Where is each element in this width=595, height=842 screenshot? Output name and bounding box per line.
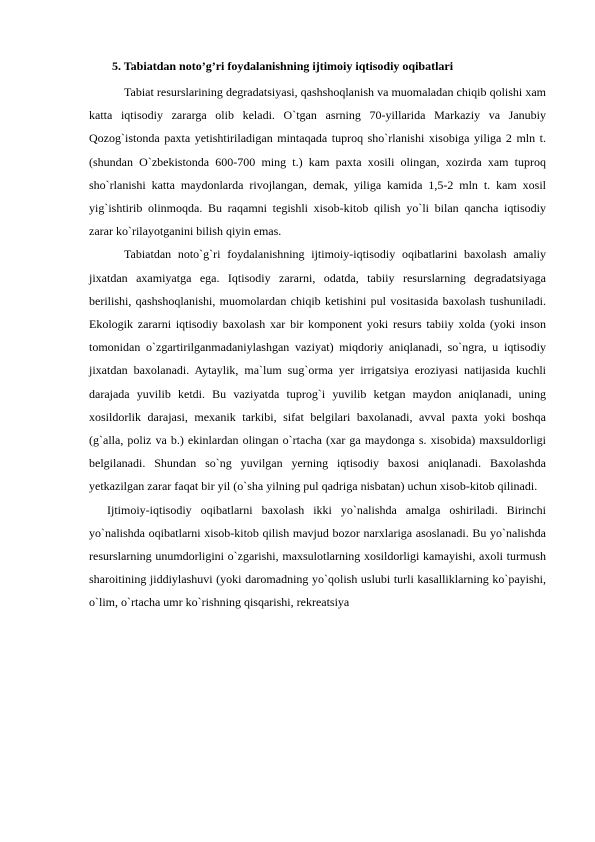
paragraph-1: Tabiat resurslarining degradatsiyasi, qashshoqlanish va muomaladan chiqib qolishi xam katta iqtisodiy zararga olib keladi. O`tgan asrning 70-yillarida Markaziy va Janubiy Qozog`istonda paxta yetishtiriladigan mintaqada tuproq sho`rlanishi xisobiga yiliga 2 mln t. (shundan O`zbekistonda 600-700 ming t.) kam paxta xosili olingan, xozirda xam tuproq sho`rlanishi katta maydonlarda rivojlangan, demak, yiliga kamida 1,5-2 mln t. kam xosil yig`ishtirib olinmoqda. Bu raqamni tegishli xisob-kitob qilish yo`li bilan qancha iqtisodiy zarar ko`rilayotganini bilish qiyin emas. [89, 85, 546, 239]
paragraph-3: Ijtimoiy-iqtisodiy oqibatlarni baxolash ikki yo`nalishda amalga oshiriladi. Birinchi yo`nalishda oqibatlarni xisob-kitob qilish mavjud bozor narxlariga asoslanadi. Bu yo`nalishda resurslarning unumdorligini o`zgarishi, maxsulotlarning xosildorligi kamayishi, axoli turmush sharoitining jiddiylashuvi (yoki daromadning yo`qolish uslubi turli kasalliklarning ko`payishi, o`lim, o`rtacha umr ko`rishning qisqarishi, rekreatsiya [89, 502, 546, 610]
body-text [89, 81, 546, 615]
paragraph-2: Tabiatdan noto`g`ri foydalanishning ijtimoiy-iqtisodiy oqibatlarini baxolash amaliy jixatdan axamiyatga ega. Iqtisodiy zararni, odatda, tabiiy resurslarning degradatsiyaga berilishi, qashshoqlanishi, muomolardan chiqib ketishini pul vositasida baxolash tushuniladi. Ekologik zararni iqtisodiy baxolash xar bir komponent yoki resurs tabiiy xolda (yoki inson tomonidan o`zgartirilganmadaniylashgan vaziyat) miqdoriy aniqlanadi, so`ngra, u iqtisodiy jixatdan baxolanadi. Aytaylik, ma`lum sug`orma yer irrigatsiya eroziyasi natijasida kuchli darajada yuvilib ketdi. Bu vaziyatda tuprog`i yuvilib ketgan maydon aniqlanadi, uning xosildorlik darajasi, mexanik tarkibi, sifat belgilari baxolanadi, avval paxta yoki boshqa (g`alla, poliz va b.) ekinlardan olingan o`rtacha (xar ga maydonga s. xisobida) maxsuldorligi belgilanadi. Shundan so`ng yuvilgan yerning iqtisodiy baxosi aniqlanadi. Baxolashda yetkazilgan zarar faqat bir yil (o`sha yilning pul qadriga nisbatan) uchun xisob-kitob qilinadi. [89, 247, 546, 494]
section-heading: 5. Tabiatdan noto’g’ri foydalanishning ijtimoiy iqtisodiy oqibatlari [112, 59, 454, 73]
